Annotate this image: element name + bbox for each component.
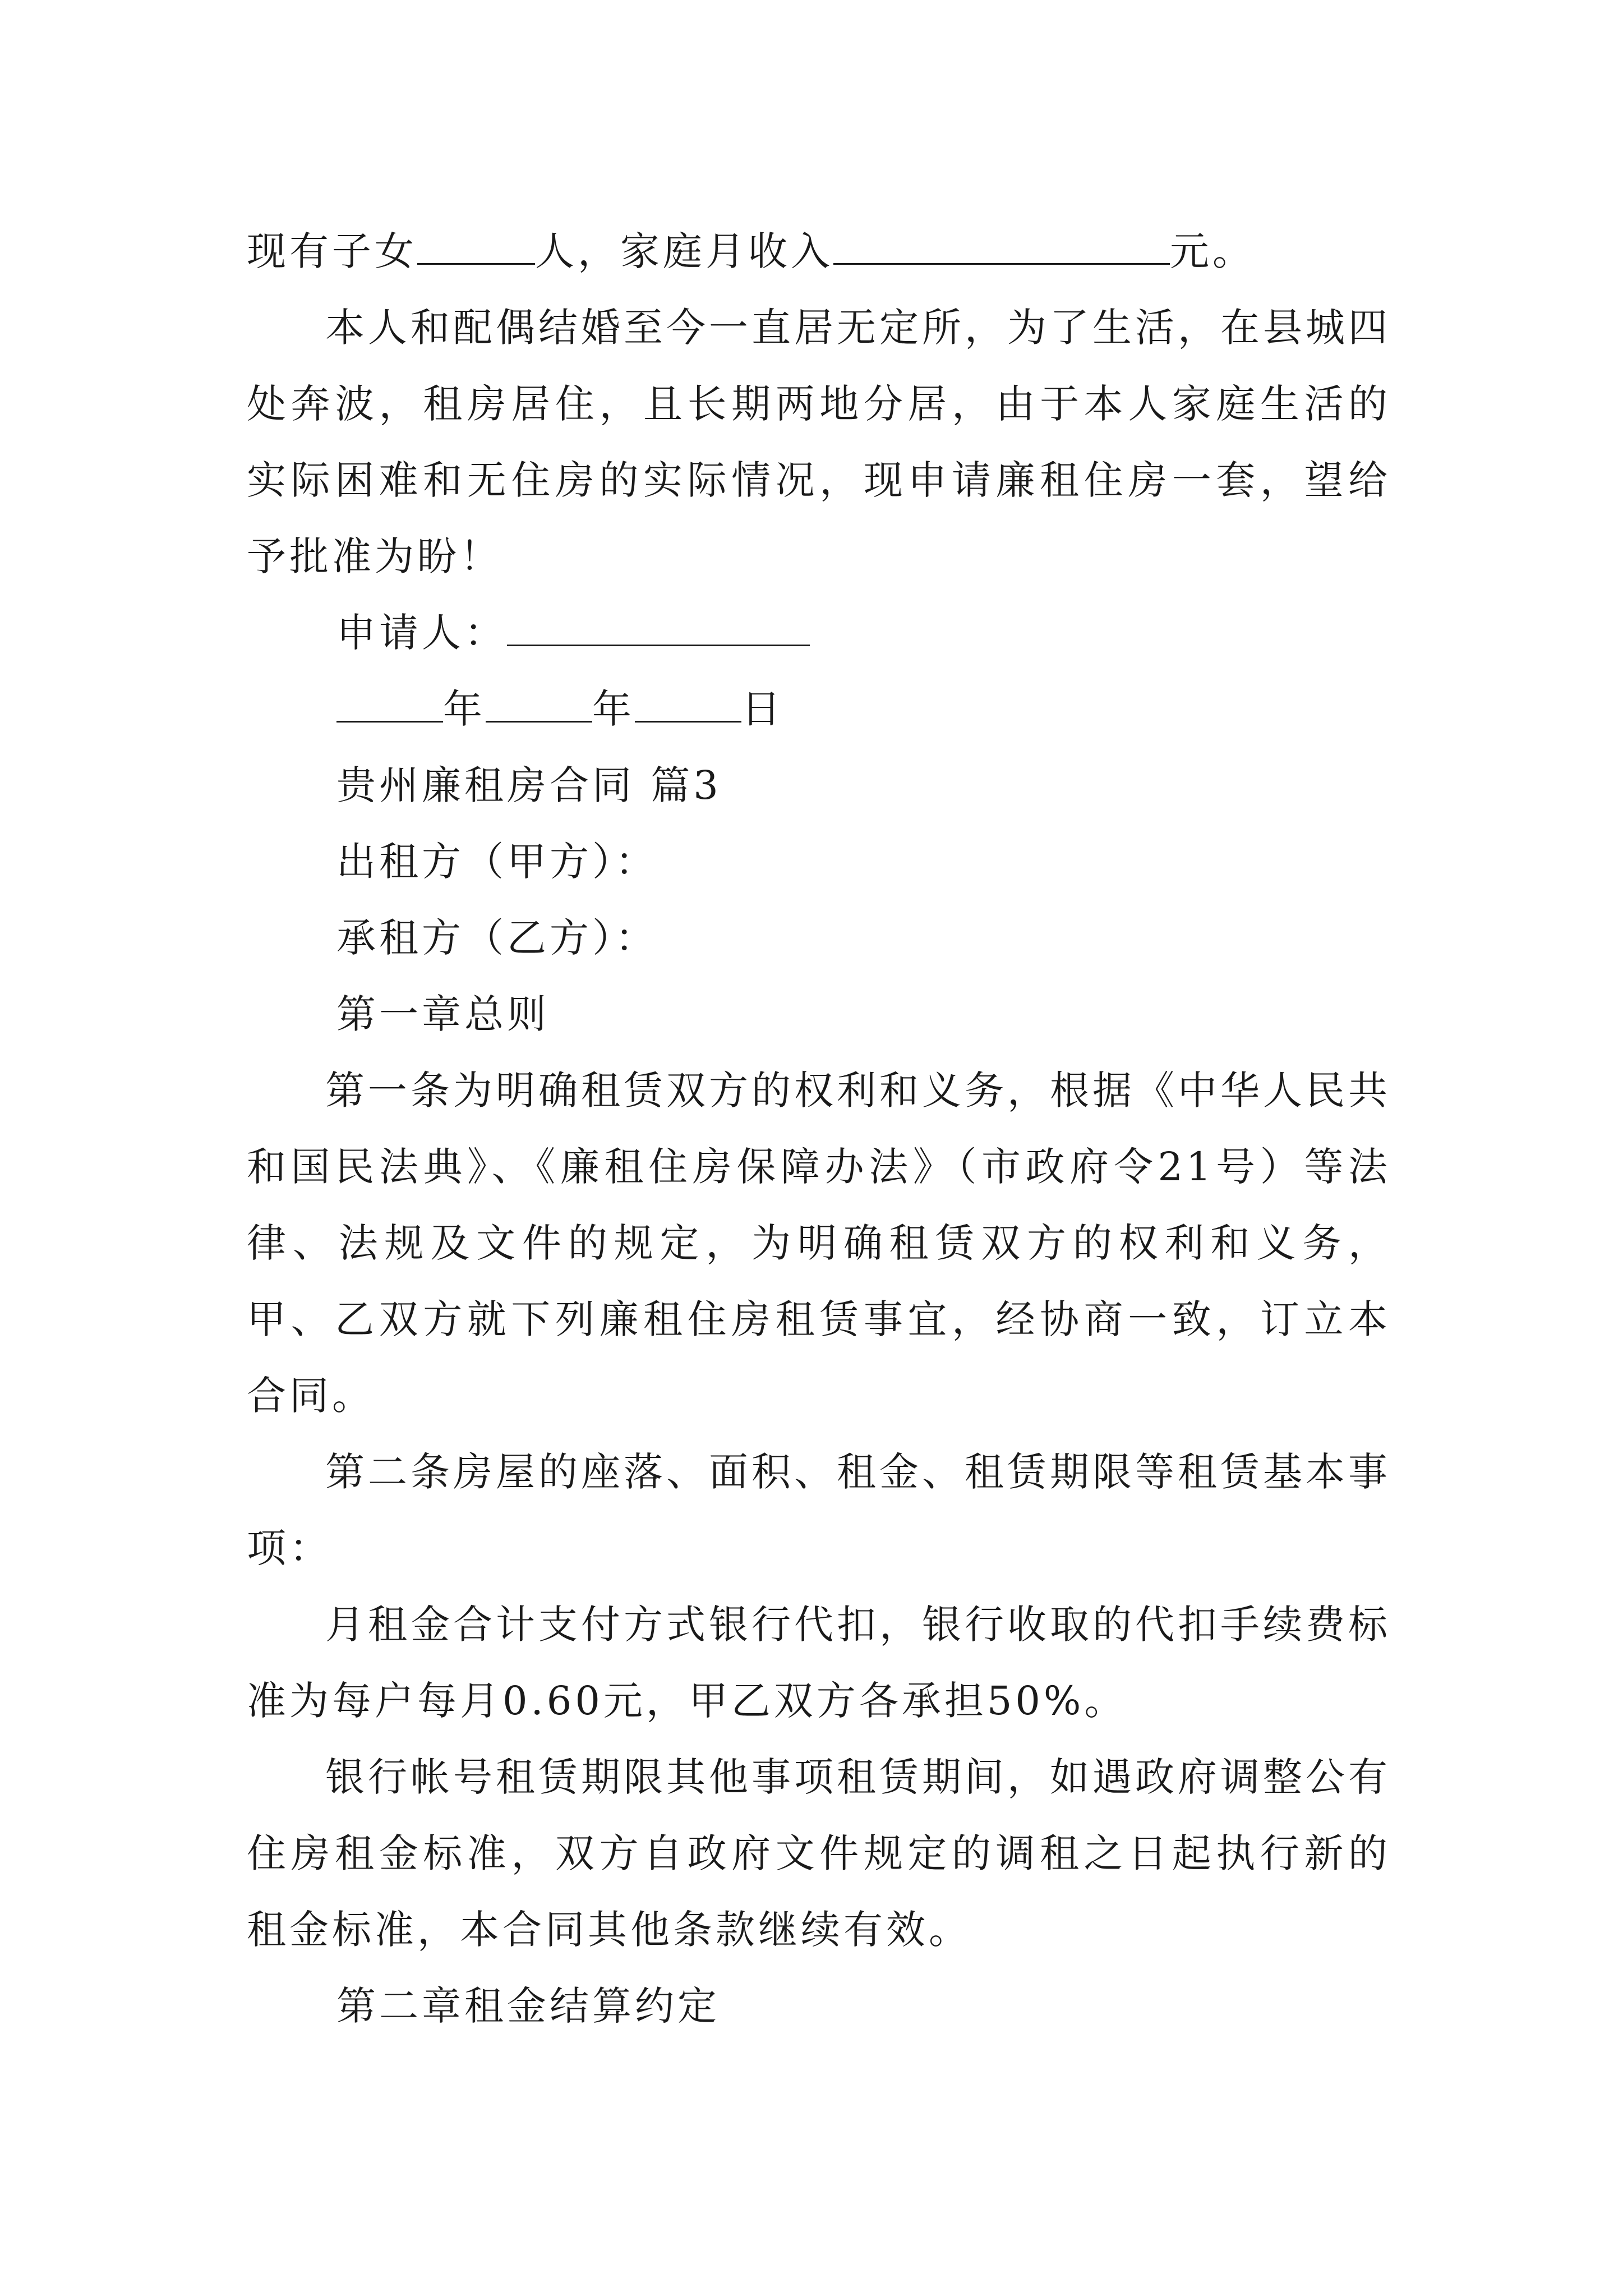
children-count-blank[interactable] <box>417 226 535 265</box>
monthly-income-blank[interactable] <box>833 226 1170 265</box>
day-blank[interactable] <box>635 684 741 723</box>
article-1: 第一条为明确租赁双方的权利和义务，根据《中华人民共和国民法典》、《廉租住房保障办法》（市政府令21号）等法律、法规及文件的规定，为明确租赁双方的权利和义务，甲、乙双方就下列廉租住房租赁事宜，经协商一致，订立本合同。 <box>247 1068 1391 1419</box>
applicant-line <box>247 595 1391 671</box>
children-income-line <box>247 213 1391 289</box>
month-label: 年 <box>592 686 635 732</box>
children-label: 现有子女 <box>247 228 417 274</box>
rent-payment-paragraph: 月租金合计支付方式银行代扣，银行收取的代扣手续费标准为每户每月0.60元，甲乙双方各承担50%。 <box>247 1602 1391 1724</box>
chapter-1-title: 第一章总则 <box>336 991 550 1037</box>
year-label: 年 <box>443 686 486 732</box>
contract-title: 贵州廉租房合同 篇3 <box>336 762 722 808</box>
lessor-label: 出租方（甲方）： <box>336 839 658 885</box>
date-line <box>247 671 1391 747</box>
reason-paragraph: 本人和配偶结婚至今一直居无定所，为了生活，在县城四处奔波，租房居住，且长期两地分居，由于本人家庭生活的实际困难和无住房的实际情况，现申请廉租住房一套，望给予批准为盼！ <box>247 305 1391 579</box>
day-label: 日 <box>741 686 784 732</box>
applicant-name-blank[interactable] <box>507 608 810 646</box>
year-blank[interactable] <box>336 684 443 723</box>
chapter-2-title: 第二章租金结算约定 <box>336 1983 720 2029</box>
income-unit: 元。 <box>1170 228 1255 274</box>
lessee-label: 承租方（乙方）： <box>336 915 658 961</box>
bank-account-paragraph: 银行帐号租赁期限其他事项租赁期间，如遇政府调整公有住房租金标准，双方自政府文件规定的调租之日起执行新的租金标准，本合同其他条款继续有效。 <box>247 1754 1391 1953</box>
month-blank[interactable] <box>486 684 592 723</box>
article-2: 第二条房屋的座落、面积、租金、租赁期限等租赁基本事项： <box>247 1449 1391 1571</box>
document-body <box>247 213 1391 2044</box>
applicant-label: 申请人： <box>336 610 507 656</box>
income-label: 人，家庭月收入 <box>535 228 833 274</box>
